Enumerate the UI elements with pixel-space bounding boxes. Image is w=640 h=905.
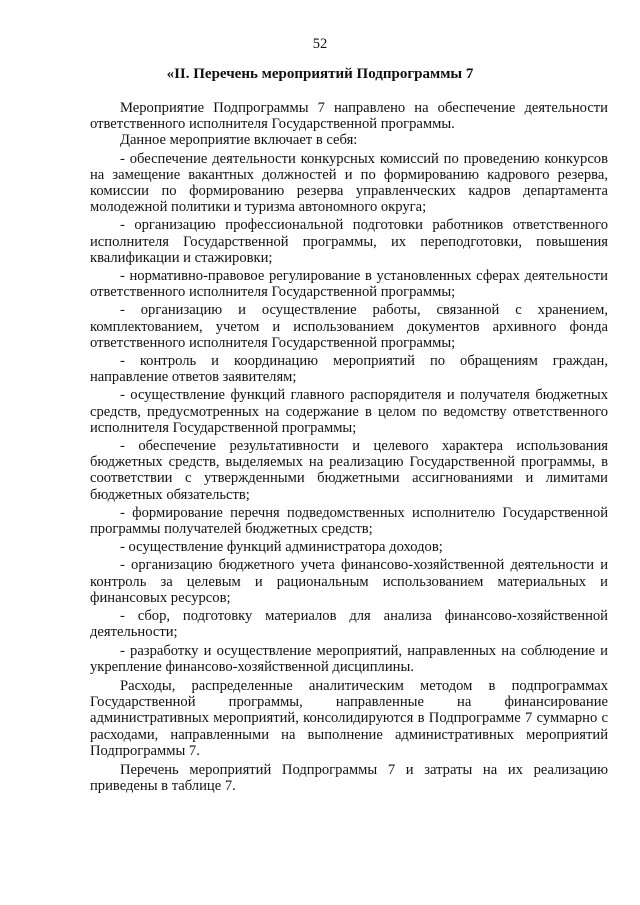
list-item: - разработку и осуществление мероприятий, направленных на соблюдение и укрепление финансово-хозяйственной дисциплины. <box>90 642 608 675</box>
list-item: - организацию профессиональной подготовки работников ответственного исполнителя Государственной программы, их переподготовки, повышения квалификации и стажировки; <box>90 217 608 266</box>
paragraph: Расходы, распределенные аналитическим методом в подпрограммах Государственной программы, направленные на финансирование административных мероприятий, консолидируются в Подпрограмме 7 суммарно с расходами, направленными на выполнение административных мероприятий Подпрограммы 7. <box>90 677 608 759</box>
paragraph: Мероприятие Подпрограммы 7 направлено на обеспечение деятельности ответственного исполнителя Государственной программы. <box>90 100 608 133</box>
list-item: - организацию бюджетного учета финансово-хозяйственной деятельности и контроль за целевым и рациональным использованием материальных и финансовых ресурсов; <box>90 557 608 606</box>
list-item: - нормативно-правовое регулирование в установленных сферах деятельности ответственного исполнителя Государственной программы; <box>90 268 608 301</box>
list-item: - обеспечение деятельности конкурсных комиссий по проведению конкурсов на замещение вакантных должностей и по формированию кадрового резерва, комиссии по формированию резерва управленческих кадров департамента молодежной политики и туризма автономного округа; <box>90 150 608 216</box>
paragraph: Данное мероприятие включает в себя: <box>120 132 358 149</box>
list-item: - контроль и координацию мероприятий по обращениям граждан, направление ответов заявителям; <box>90 353 608 386</box>
list-item: - организацию и осуществление работы, связанной с хранением, комплектованием, учетом и использованием документов архивного фонда ответственного исполнителя Государственной программы; <box>90 302 608 351</box>
list-item: - обеспечение результативности и целевого характера использования бюджетных средств, выделяемых на реализацию Государственной программы, в соответствии с утвержденными бюджетными ассигнованиями и лимитами бюджетных обязательств; <box>90 438 608 503</box>
list-item: - сбор, подготовку материалов для анализа финансово-хозяйственной деятельности; <box>90 608 608 641</box>
list-item: - осуществление функций администратора доходов; <box>120 539 443 556</box>
page-number: 52 <box>312 36 328 52</box>
list-item: - осуществление функций главного распорядителя и получателя бюджетных средств, предусмотренных на содержание в целом по ведомству ответственного исполнителя Государственной программы; <box>90 387 608 436</box>
list-item: - формирование перечня подведомственных исполнителю Государственной программы получателей бюджетных средств; <box>90 504 608 538</box>
paragraph: Перечень мероприятий Подпрограммы 7 и затраты на их реализацию приведены в таблице 7. <box>90 761 608 795</box>
body-text <box>90 100 608 794</box>
section-heading: «II. Перечень мероприятий Подпрограммы 7 <box>166 66 474 82</box>
